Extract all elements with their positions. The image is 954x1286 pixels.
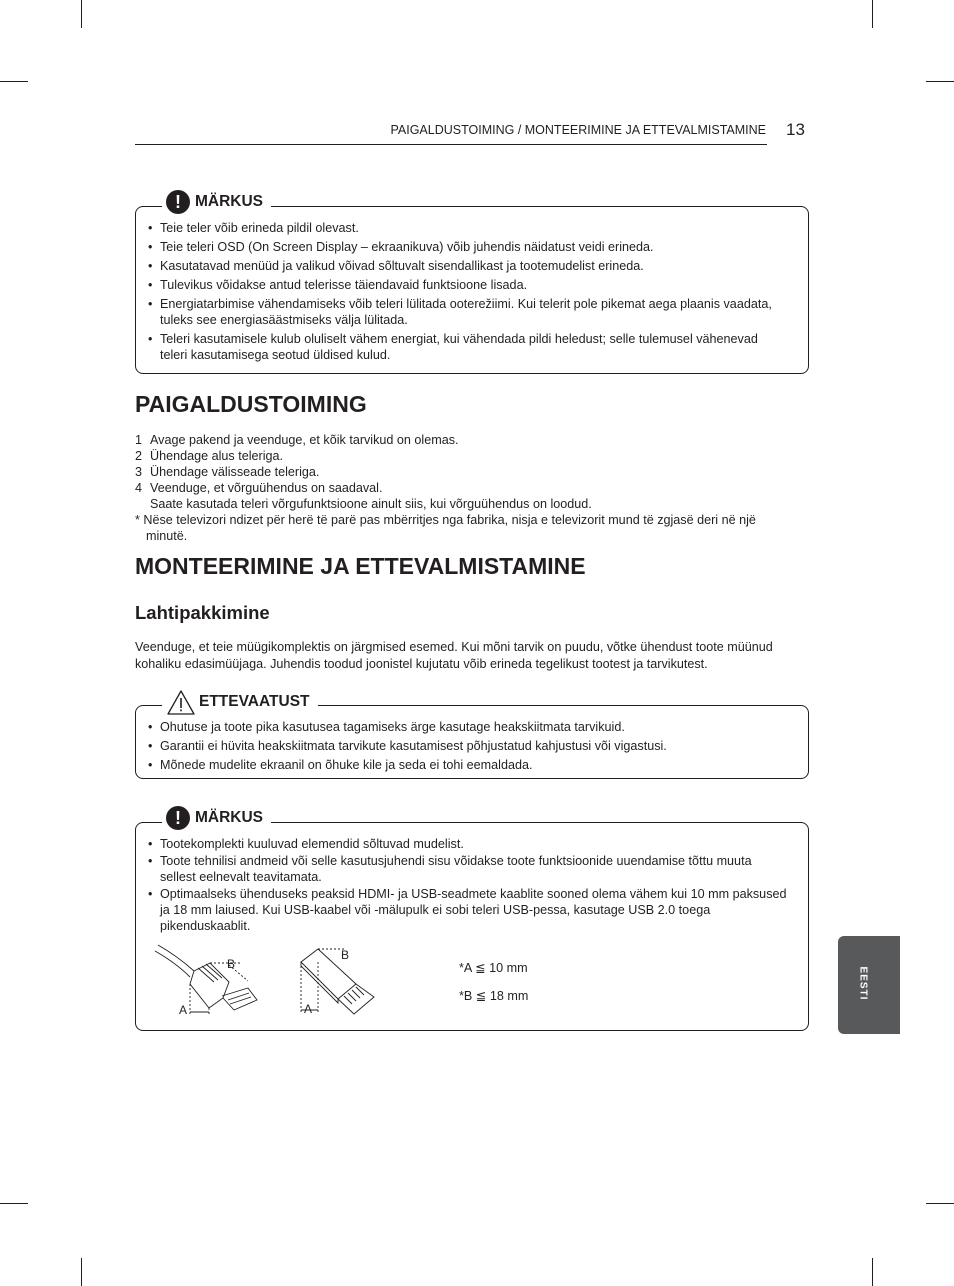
header-rule bbox=[135, 144, 767, 145]
caution-box bbox=[135, 705, 809, 779]
list-item: • Garantii ei hüvita heakskiitmata tarvikute kasutamisest põhjustatud kahjustusi või vigastusi. bbox=[148, 738, 788, 754]
crop-mark bbox=[926, 1203, 954, 1204]
list-item: • Ohutuse ja toote pika kasutusea tagamiseks ärge kasutage heakskiitmata tarvikuid. bbox=[148, 719, 788, 735]
note-label bbox=[162, 189, 271, 215]
language-tab-label: EESTI bbox=[857, 966, 869, 1001]
hdmi-connector-illustration bbox=[152, 938, 267, 1020]
exclamation-icon: ! bbox=[166, 806, 190, 830]
step-item: 1 Avage pakend ja veenduge, et kõik tarvikud on olemas. bbox=[135, 433, 459, 447]
list-item: • Kasutatavad menüüd ja valikud võivad sõltuvalt sisendallikast ja tootemudelist erineda. bbox=[148, 258, 788, 274]
step-item: 2 Ühendage alus teleriga. bbox=[135, 449, 284, 463]
note-box bbox=[135, 206, 809, 374]
caution-label bbox=[162, 688, 318, 716]
step-item: 3 Ühendage välisseade teleriga. bbox=[135, 465, 320, 479]
crop-mark bbox=[0, 1203, 28, 1204]
dimension-label-a: A bbox=[179, 1003, 188, 1017]
list-item: • Tulevikus võidakse antud telerisse täiendavaid funktsioone lisada. bbox=[148, 277, 788, 293]
caution-list bbox=[148, 719, 788, 776]
note-label-text: MÄRKUS bbox=[195, 809, 264, 826]
note-list bbox=[148, 220, 788, 366]
crop-mark bbox=[926, 81, 954, 82]
list-item: • Teleri kasutamisele kulub oluliselt vähem energiat, kui vähendada pildi heledust; selle tulemusel vähenevad teleri kasutamisega seotud üldised kulud. bbox=[148, 331, 788, 363]
footnote: * Nëse televizori ndizet për herë të parë pas mbërritjes nga fabrika, nisja e televizorit mund të zgjasë deri në një bbox=[135, 513, 756, 527]
crop-mark bbox=[872, 1258, 873, 1286]
crop-mark bbox=[81, 1258, 82, 1286]
dimension-label-b: B bbox=[341, 948, 350, 962]
crop-mark bbox=[81, 0, 82, 28]
subsection-title: Lahtipakkimine bbox=[135, 602, 270, 623]
page-number: 13 bbox=[786, 120, 805, 139]
dimension-label-b: B bbox=[227, 957, 236, 971]
usb-stick-illustration bbox=[296, 944, 384, 1020]
note-label-text: MÄRKUS bbox=[195, 193, 264, 210]
running-header: PAIGALDUSTOIMING / MONTEERIMINE JA ETTEVALMISTAMINE bbox=[390, 123, 766, 137]
list-item: • Mõnede mudelite ekraanil on õhuke kile ja seda ei tohi eemaldada. bbox=[148, 757, 788, 773]
step-item: 4 Veenduge, et võrguühendus on saadaval. bbox=[135, 481, 383, 495]
exclamation-icon: ! bbox=[166, 190, 190, 214]
list-item: • Optimaalseks ühenduseks peaksid HDMI- ja USB-seadmete kaablite sooned olema vähem kui 10 mm paksused ja 18 mm laiused. Kui USB-kaabel või -mälupulk ei sobi teleri USB-pessa, kasutage USB 2.0 toega pikenduskaablit. bbox=[148, 886, 788, 934]
list-item: • Teie teler võib erineda pildil olevast. bbox=[148, 220, 788, 236]
note-label bbox=[162, 805, 271, 831]
language-tab bbox=[838, 936, 900, 1034]
list-item: • Teie teleri OSD (On Screen Display – ekraanikuva) võib juhendis näidatust veidi erineda. bbox=[148, 239, 788, 255]
warning-triangle-icon bbox=[166, 689, 196, 716]
intro-paragraph: Veenduge, et teie müügikomplektis on järgmised esemed. Kui mõni tarvik on puudu, võtke ühendust toote müünud kohaliku edasimüüjaga. Juhendis toodud joonistel kujutatu võib erineda tegelikust tootest ja tarvikutest. bbox=[135, 640, 773, 671]
footnote-continuation: minutë. bbox=[146, 529, 188, 543]
list-item: • Energiatarbimise vähendamiseks võib teleri lülitada ooterežiimi. Kui telerit pole pikemat aega plaanis vaadata, tuleks see energiasäästmiseks välja lülitada. bbox=[148, 296, 788, 328]
caution-label-text: ETTEVAATUST bbox=[199, 693, 310, 710]
step-detail: Saate kasutada teleri võrgufunktsioone ainult siis, kui võrguühendus on loodud. bbox=[150, 497, 592, 511]
section-title-assembly: MONTEERIMINE JA ETTEVALMISTAMINE bbox=[135, 553, 586, 579]
section-title-install: PAIGALDUSTOIMING bbox=[135, 391, 367, 417]
spec-a: *A ≦ 10 mm bbox=[459, 961, 528, 975]
list-item: • Tootekomplekti kuuluvad elemendid sõltuvad mudelist. bbox=[148, 836, 788, 852]
list-item: • Toote tehnilisi andmeid või selle kasutusjuhendi sisu võidakse toote funktsioonide uuendamise tõttu muuta sellest eelnevalt teavitamata. bbox=[148, 853, 788, 885]
note-list bbox=[148, 836, 788, 937]
crop-mark bbox=[0, 81, 28, 82]
crop-mark bbox=[872, 0, 873, 28]
spec-b: *B ≦ 18 mm bbox=[459, 989, 529, 1003]
dimension-label-a: A bbox=[304, 1002, 313, 1016]
